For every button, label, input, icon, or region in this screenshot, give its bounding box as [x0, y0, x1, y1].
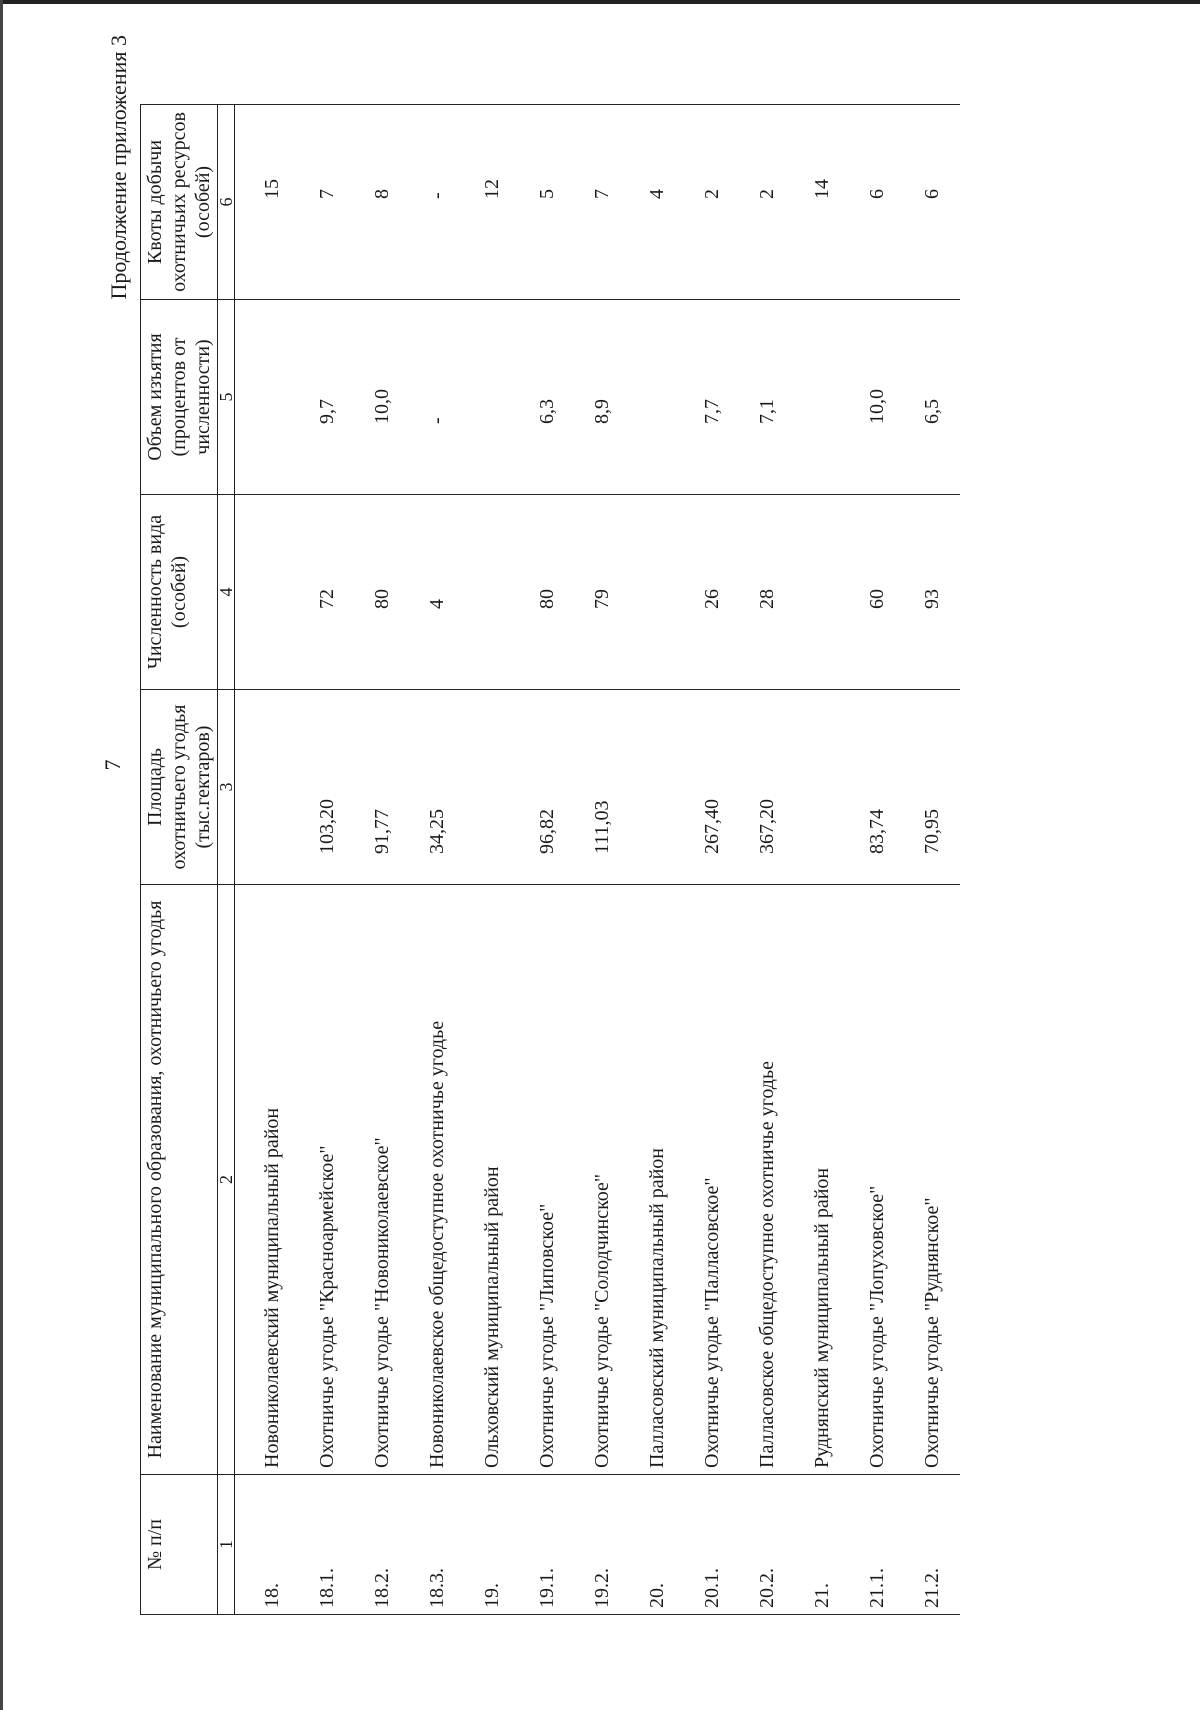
row-name: Палласовский муниципальный район [630, 885, 685, 1475]
column-number: 2 [218, 885, 235, 1475]
table-row [795, 105, 850, 1615]
row-number: 21.2. [905, 1475, 960, 1615]
row-name: Ольховский муниципальный район [465, 885, 520, 1475]
table-body [235, 105, 961, 1615]
row-name: Новониколаевский муниципальный район [235, 885, 301, 1475]
row-quota: 4 [630, 105, 685, 300]
row-number: 19.2. [575, 1475, 630, 1615]
row-percent: 8,9 [575, 300, 630, 495]
header-quota: Квоты добычи охотничьих ресурсов (особей) [141, 105, 218, 300]
row-quota: - [410, 105, 465, 300]
table-row [850, 105, 905, 1615]
row-quota: 2 [740, 105, 795, 300]
row-quota: 12 [465, 105, 520, 300]
row-name: Охотничье угодье "Палласовское" [685, 885, 740, 1475]
column-number: 4 [218, 495, 235, 690]
row-percent [465, 300, 520, 495]
row-quota: 6 [905, 105, 960, 300]
row-count [630, 495, 685, 690]
row-area: 103,20 [300, 690, 355, 885]
row-percent: 10,0 [355, 300, 410, 495]
row-number: 18.1. [300, 1475, 355, 1615]
row-percent: 7,1 [740, 300, 795, 495]
continuation-label: Продолжение приложения 3 [106, 35, 131, 300]
row-number: 20.1. [685, 1475, 740, 1615]
table-row [235, 105, 301, 1615]
row-count: 79 [575, 495, 630, 690]
row-quota: 2 [685, 105, 740, 300]
row-area [795, 690, 850, 885]
row-name: Охотничье угодье "Липовское" [520, 885, 575, 1475]
table-row [685, 105, 740, 1615]
row-area [235, 690, 301, 885]
row-count: 28 [740, 495, 795, 690]
row-percent [235, 300, 301, 495]
row-area: 367,20 [740, 690, 795, 885]
scan-edge-top [0, 0, 1200, 4]
row-quota: 8 [355, 105, 410, 300]
page-number: 7 [100, 759, 125, 771]
row-count: 72 [300, 495, 355, 690]
row-name: Руднянский муниципальный район [795, 885, 850, 1475]
row-area: 70,95 [905, 690, 960, 885]
row-percent: 7,7 [685, 300, 740, 495]
header-area: Площадь охотничьего угодья (тыс.гектаров) [141, 690, 218, 885]
row-percent [795, 300, 850, 495]
row-percent: - [410, 300, 465, 495]
row-number: 20. [630, 1475, 685, 1615]
row-count: 80 [520, 495, 575, 690]
row-count: 93 [905, 495, 960, 690]
row-number: 20.2. [740, 1475, 795, 1615]
row-name: Охотничье угодье "Лопуховское" [850, 885, 905, 1475]
row-name: Охотничье угодье "Руднянское" [905, 885, 960, 1475]
table-row [740, 105, 795, 1615]
row-count [795, 495, 850, 690]
table-row [575, 105, 630, 1615]
row-count: 4 [410, 495, 465, 690]
column-number-row [218, 105, 235, 1615]
table-row [410, 105, 465, 1615]
row-area: 91,77 [355, 690, 410, 885]
header-name: Наименование муниципального образования, охотничьего угодья [141, 885, 218, 1475]
column-number: 6 [218, 105, 235, 300]
row-count [235, 495, 301, 690]
row-name: Охотничье угодье "Новониколаевское" [355, 885, 410, 1475]
row-number: 19. [465, 1475, 520, 1615]
table-row [905, 105, 960, 1615]
row-quota: 14 [795, 105, 850, 300]
row-count: 80 [355, 495, 410, 690]
column-number: 3 [218, 690, 235, 885]
row-count: 60 [850, 495, 905, 690]
row-name: Палласовское общедоступное охотничье угодье [740, 885, 795, 1475]
row-count [465, 495, 520, 690]
row-percent: 10,0 [850, 300, 905, 495]
row-name: Новониколаевское общедоступное охотничье угодье [410, 885, 465, 1475]
row-area: 96,82 [520, 690, 575, 885]
row-number: 19.1. [520, 1475, 575, 1615]
row-count: 26 [685, 495, 740, 690]
row-area [465, 690, 520, 885]
row-percent: 6,3 [520, 300, 575, 495]
row-percent: 6,5 [905, 300, 960, 495]
table-row [300, 105, 355, 1615]
row-area: 111,03 [575, 690, 630, 885]
table-row [465, 105, 520, 1615]
row-quota: 5 [520, 105, 575, 300]
column-number: 1 [218, 1475, 235, 1615]
header-count: Численность вида (особей) [141, 495, 218, 690]
row-quota: 6 [850, 105, 905, 300]
row-area: 267,40 [685, 690, 740, 885]
row-number: 18.2. [355, 1475, 410, 1615]
table-row [630, 105, 685, 1615]
column-number: 5 [218, 300, 235, 495]
rotated-page [100, 35, 1140, 1615]
row-quota: 7 [300, 105, 355, 300]
header-number: № п/п [141, 1475, 218, 1615]
row-number: 18. [235, 1475, 301, 1615]
header-percent: Объем изъятия (процентов от численности) [141, 300, 218, 495]
row-number: 18.3. [410, 1475, 465, 1615]
row-number: 21.1. [850, 1475, 905, 1615]
row-area: 34,25 [410, 690, 465, 885]
table-row [355, 105, 410, 1615]
row-percent: 9,7 [300, 300, 355, 495]
row-area [630, 690, 685, 885]
row-quota: 7 [575, 105, 630, 300]
row-name: Охотничье угодье "Солодчинское" [575, 885, 630, 1475]
row-name: Охотничье угодье "Красноармейское" [300, 885, 355, 1475]
row-quota: 15 [235, 105, 301, 300]
data-table [140, 104, 960, 1615]
scan-edge-left [0, 0, 3, 1710]
header-row [141, 105, 218, 1615]
row-area: 83,74 [850, 690, 905, 885]
table-row [520, 105, 575, 1615]
row-percent [630, 300, 685, 495]
row-number: 21. [795, 1475, 850, 1615]
